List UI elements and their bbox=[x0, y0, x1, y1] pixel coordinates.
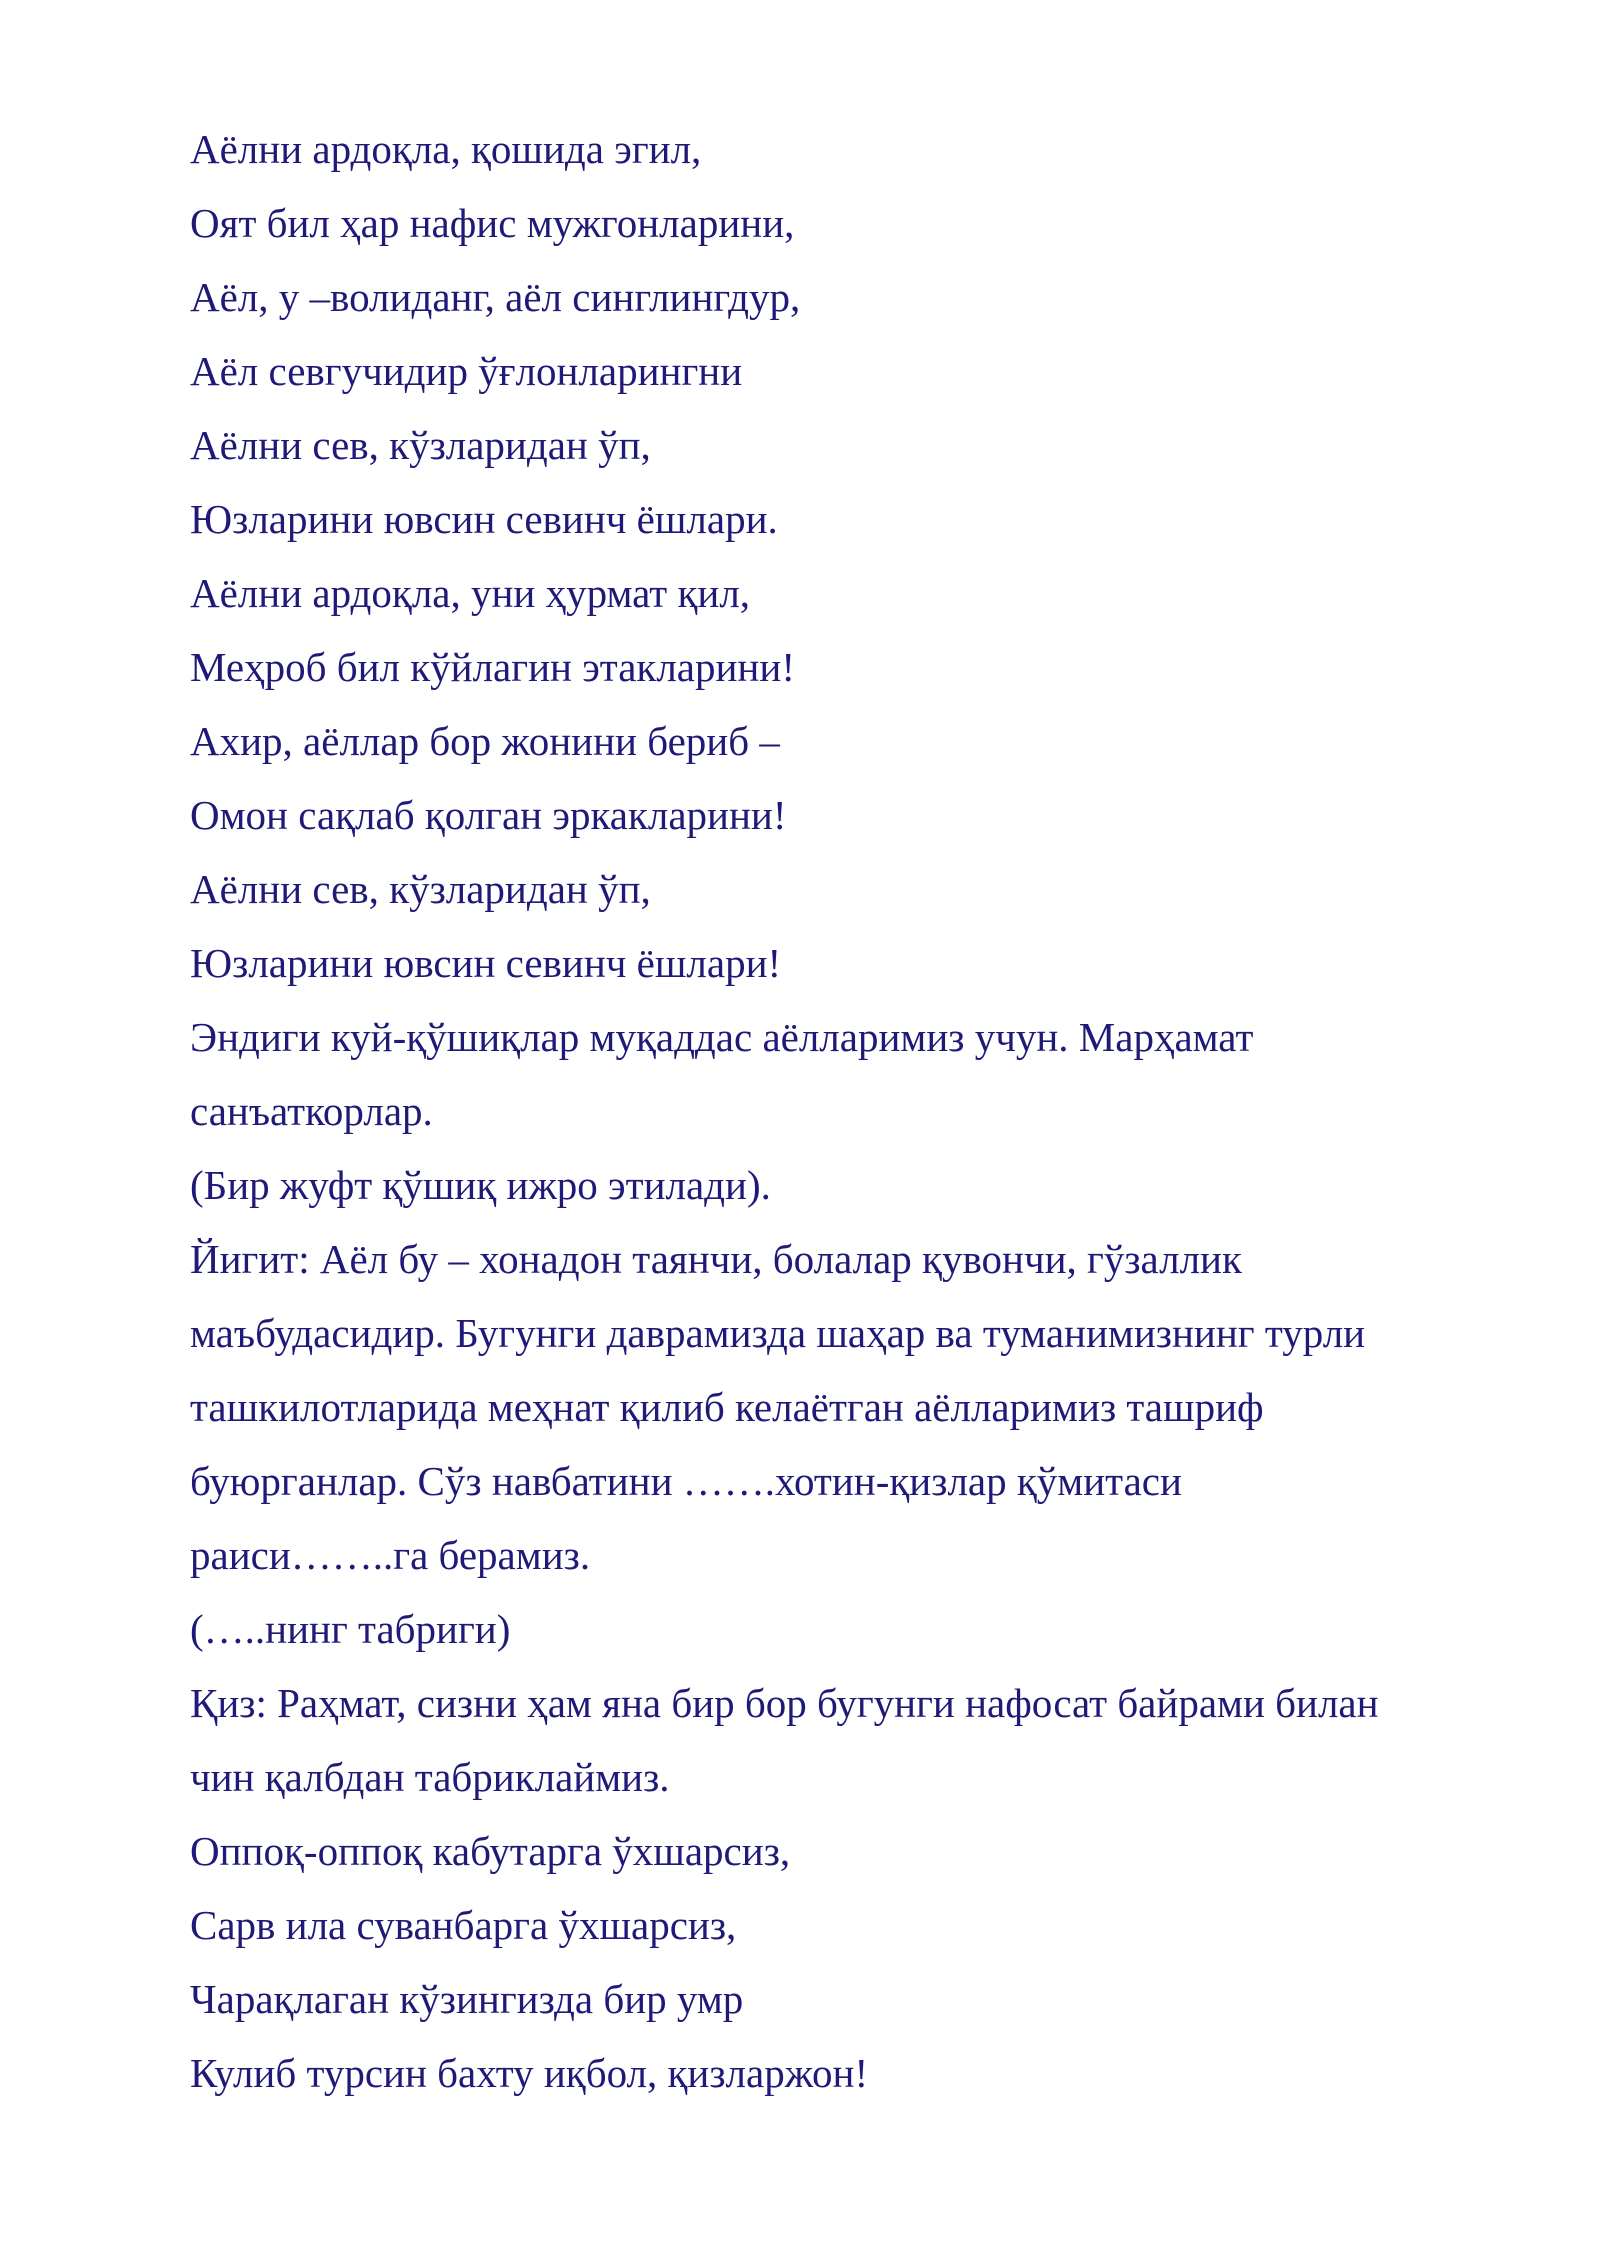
text-line: (Бир жуфт қўшиқ ижро этилади). bbox=[190, 1162, 771, 1208]
text-line: Аёлни ардоқла, қошида эгил, bbox=[190, 126, 702, 172]
text-line: Оппоқ-оппоқ кабутарга ўхшарсиз, bbox=[190, 1828, 791, 1874]
text-line: маъбудасидир. Бугунги даврамизда шаҳар ва туманимизнинг турли bbox=[190, 1310, 1366, 1356]
text-line: санъаткорлар. bbox=[190, 1088, 433, 1134]
text-line: буюрганлар. Сўз навбатини …….хотин-қизлар қўмитаси bbox=[190, 1458, 1182, 1504]
text-line: раиси……..га берамиз. bbox=[190, 1532, 591, 1578]
text-line: Омон сақлаб қолган эркакларини! bbox=[190, 792, 787, 838]
text-line: Аёл севгучидир ўғлонларингни bbox=[190, 348, 743, 394]
text-line: Ахир, аёллар бор жонини бериб – bbox=[190, 718, 780, 764]
text-line: Юзларини ювсин севинч ёшлари. bbox=[190, 496, 778, 542]
text-line: Эндиги куй-қўшиқлар муқаддас аёлларимиз учун. Марҳамат bbox=[190, 1014, 1254, 1060]
document-text bbox=[190, 112, 1480, 2110]
text-line: Аёл, у –волиданг, аёл синглингдур, bbox=[190, 274, 801, 320]
text-line: Аёлни ардоқла, уни ҳурмат қил, bbox=[190, 570, 751, 616]
text-line: Сарв ила суванбарга ўхшарсиз, bbox=[190, 1902, 737, 1948]
text-line: Чарақлаган кўзингизда бир умр bbox=[190, 1976, 744, 2022]
text-line: Аёлни сев, кўзларидан ўп, bbox=[190, 866, 651, 912]
text-line: Қиз: Раҳмат, сизни ҳам яна бир бор бугунги нафосат байрами билан bbox=[190, 1680, 1379, 1726]
text-line: Йигит: Аёл бу – хонадон таянчи, болалар қувончи, гўзаллик bbox=[190, 1236, 1242, 1282]
text-line: (…..нинг табриги) bbox=[190, 1606, 511, 1652]
text-line: Оят бил ҳар нафис мужгонларини, bbox=[190, 200, 795, 246]
text-line: ташкилотларида меҳнат қилиб келаётган аёлларимиз ташриф bbox=[190, 1384, 1264, 1430]
text-line: Юзларини ювсин севинч ёшлари! bbox=[190, 940, 782, 986]
text-line: Кулиб турсин бахту иқбол, қизларжон! bbox=[190, 2050, 869, 2096]
text-line: Меҳроб бил кўйлагин этакларини! bbox=[190, 644, 795, 690]
text-line: чин қалбдан табриклаймиз. bbox=[190, 1754, 670, 1800]
text-line: Аёлни сев, кўзларидан ўп, bbox=[190, 422, 651, 468]
